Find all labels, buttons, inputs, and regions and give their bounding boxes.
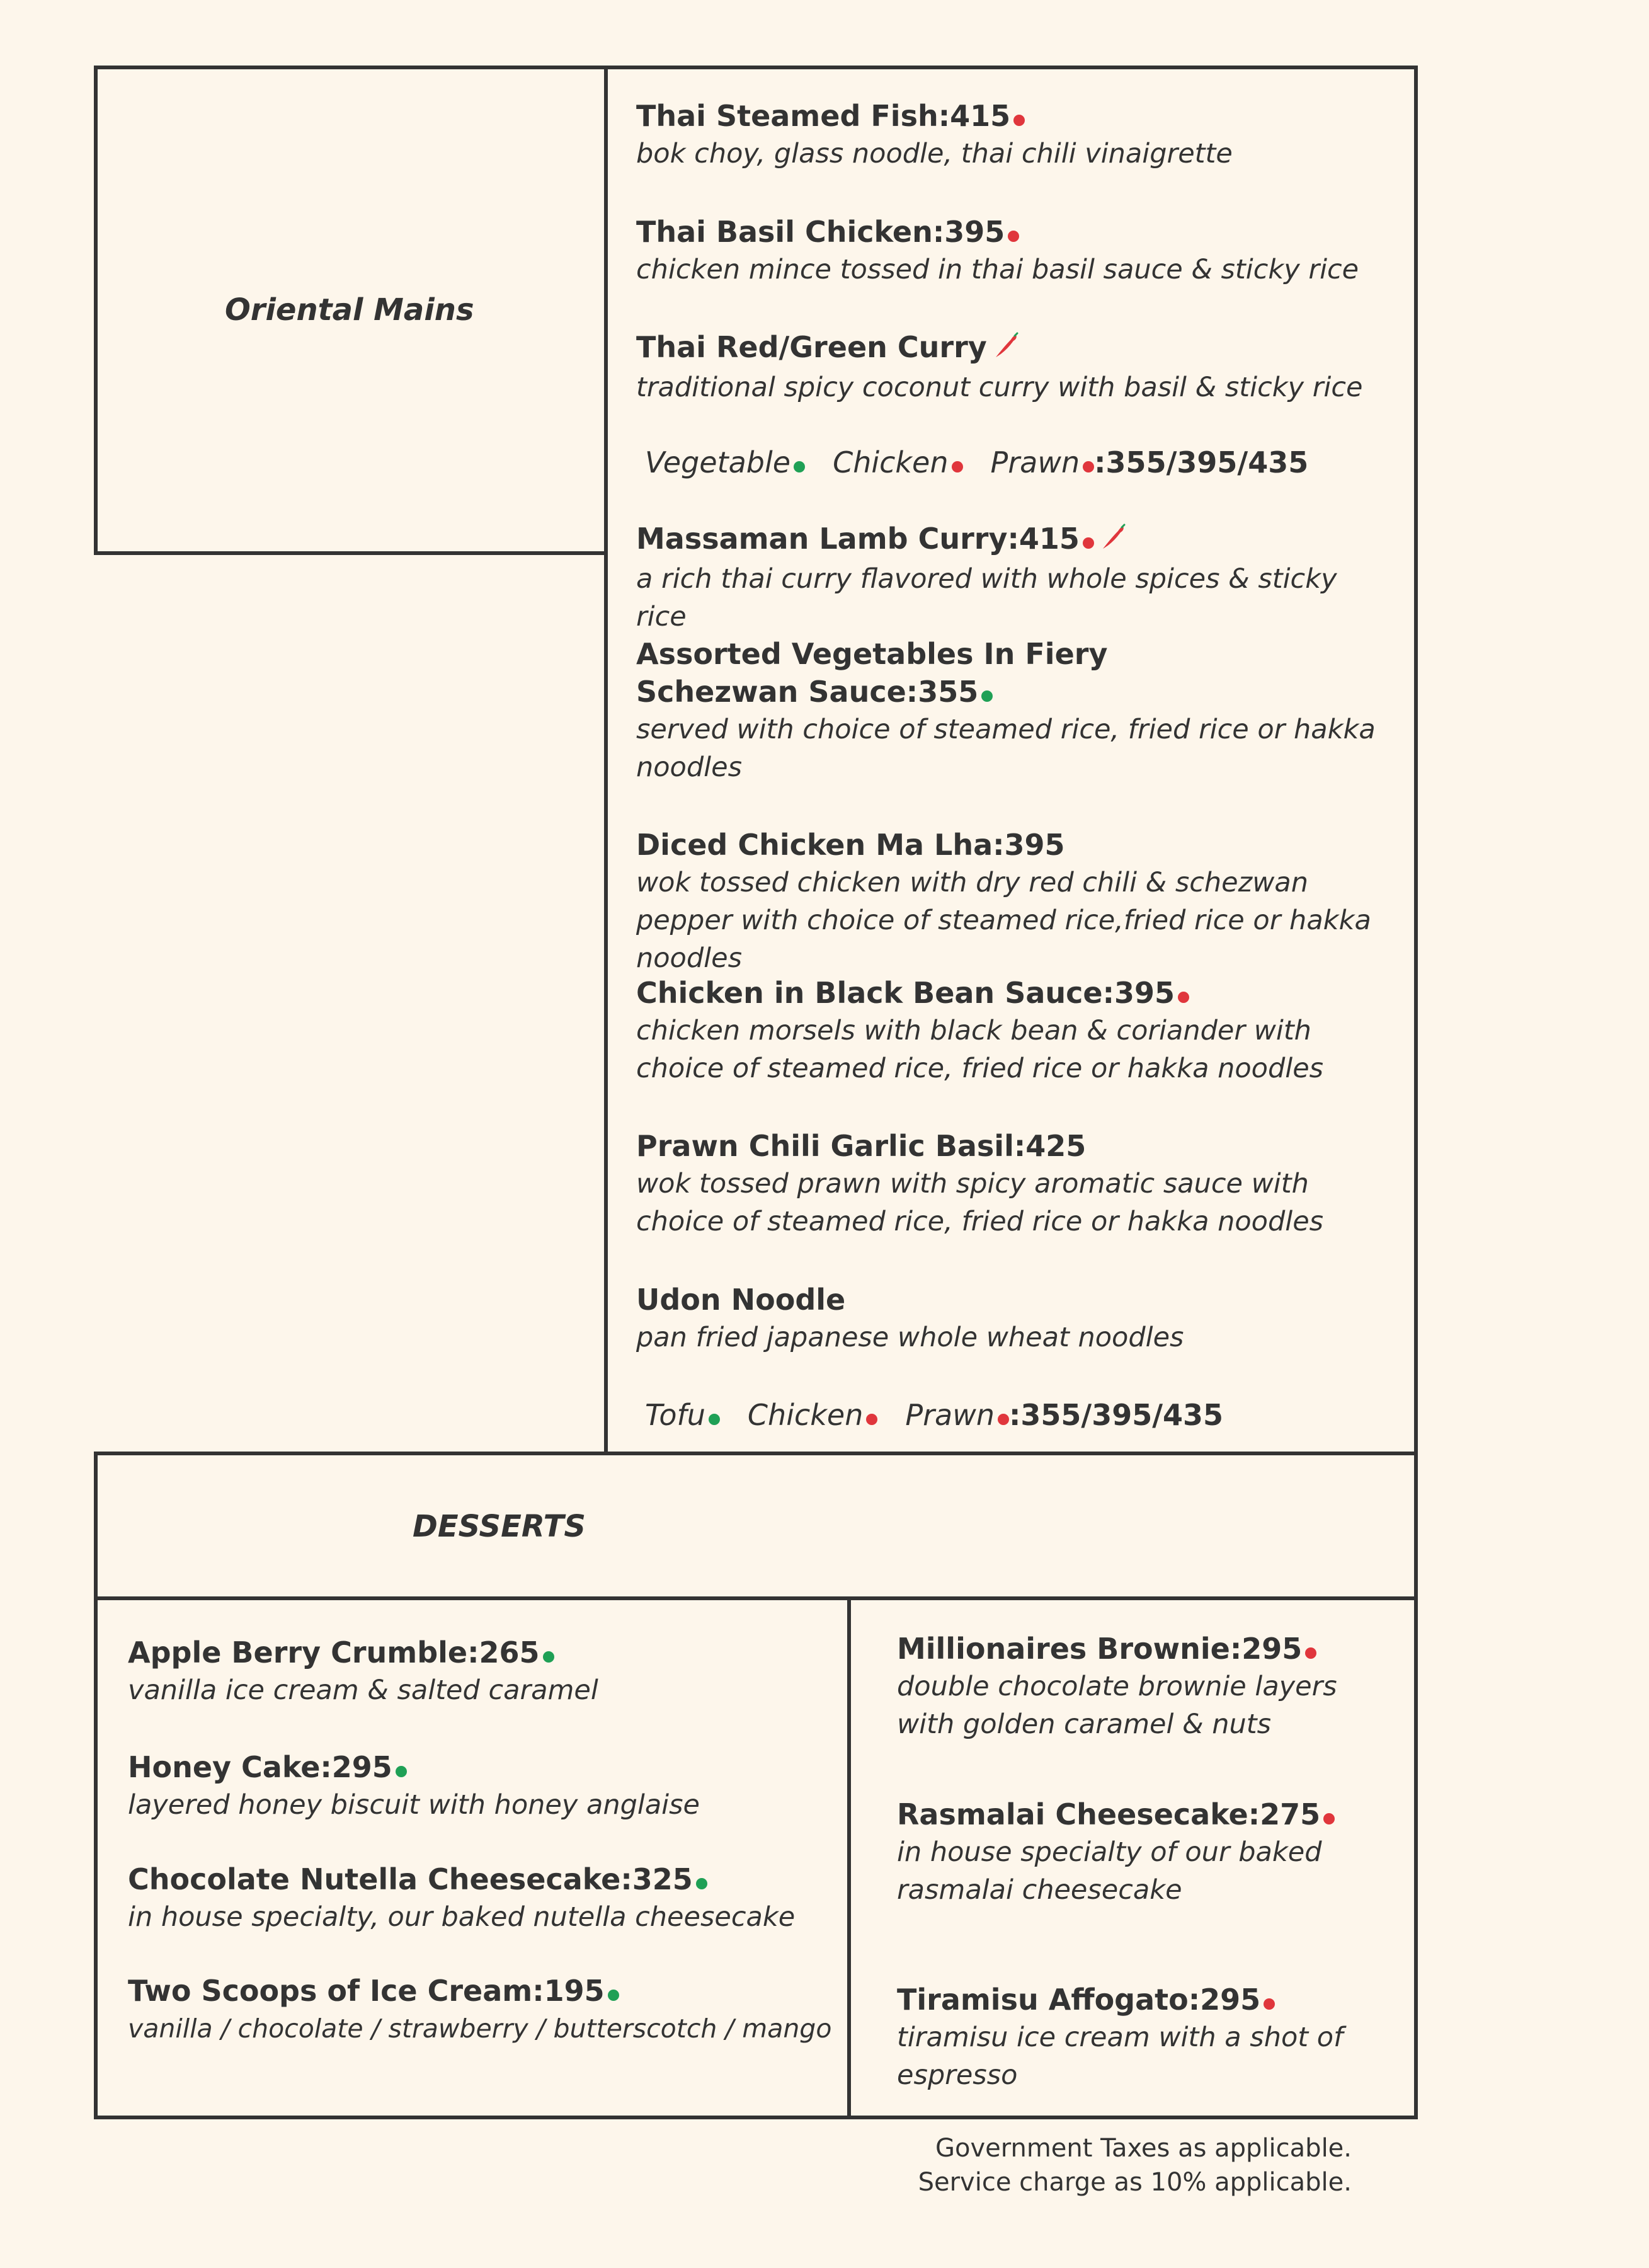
veg-dot-icon — [608, 1990, 619, 2001]
item-description: chicken mince tossed in thai basil sauce & sticky rice — [636, 254, 1359, 285]
variant-prices: :355/395/435 — [1009, 1398, 1224, 1432]
veg-dot-icon — [709, 1414, 720, 1425]
menu-item-diced-chicken-ma-lha — [636, 826, 1392, 977]
item-description: double chocolate brownie layers with golden caramel & nuts — [897, 1671, 1337, 1740]
item-name: Prawn Chili Garlic Basil:425 — [636, 1129, 1087, 1163]
non-veg-dot-icon — [1323, 1813, 1335, 1824]
dessert-tiramisu-affogato — [897, 1981, 1401, 2094]
item-name: Udon Noodle — [636, 1283, 846, 1317]
curry-variants-row — [636, 444, 1308, 481]
chili-icon — [1099, 522, 1127, 560]
menu-item-chicken-black-bean — [636, 974, 1392, 1087]
non-veg-dot-icon — [1264, 1998, 1275, 2010]
dessert-apple-berry-crumble — [128, 1634, 833, 1709]
variant-chicken: Chicken — [747, 1398, 864, 1432]
non-veg-dot-icon — [1083, 461, 1094, 472]
desserts-header-box — [94, 1452, 1418, 1600]
item-name: Two Scoops of Ice Cream:195 — [128, 1974, 605, 2008]
menu-item-prawn-chili-garlic-basil — [636, 1127, 1392, 1240]
item-description: pan fried japanese whole wheat noodles — [636, 1322, 1184, 1353]
veg-dot-icon — [696, 1878, 707, 1889]
udon-variants-row — [636, 1396, 1223, 1434]
variant-prices: :355/395/435 — [1094, 445, 1309, 479]
item-name: Chocolate Nutella Cheesecake:325 — [128, 1862, 693, 1896]
item-name-line1: Assorted Vegetables In Fiery — [636, 637, 1108, 671]
menu-item-udon-noodle — [636, 1281, 1392, 1356]
non-veg-dot-icon — [1305, 1647, 1316, 1659]
dessert-two-scoops-ice-cream — [128, 1972, 846, 2048]
item-name: Thai Red/Green Curry — [636, 330, 987, 364]
menu-item-thai-steamed-fish — [636, 97, 1392, 173]
non-veg-dot-icon — [1178, 992, 1189, 1003]
desserts-title: DESSERTS — [413, 1509, 586, 1544]
tax-footer — [918, 2131, 1352, 2199]
item-description: tiramisu ice cream with a shot of espresso — [897, 2022, 1344, 2091]
dessert-chocolate-nutella-cheesecake — [128, 1860, 833, 1936]
item-description: wok tossed prawn with spicy aromatic sauce with choice of steamed rice, fried rice or hakka noodles — [636, 1168, 1324, 1237]
item-name: Apple Berry Crumble:265 — [128, 1635, 540, 1670]
item-description: wok tossed chicken with dry red chili & schezwan pepper with choice of steamed rice,fried rice or hakka noodles — [636, 867, 1371, 974]
veg-dot-icon — [396, 1766, 407, 1777]
veg-dot-icon — [981, 690, 993, 702]
item-description: layered honey biscuit with honey anglaise — [128, 1789, 700, 1821]
item-description: a rich thai curry flavored with whole spices & sticky rice — [636, 563, 1337, 633]
dessert-millionaires-brownie — [897, 1630, 1401, 1743]
non-veg-dot-icon — [1008, 231, 1019, 242]
item-name: Diced Chicken Ma Lha:395 — [636, 828, 1065, 862]
non-veg-dot-icon — [866, 1414, 877, 1425]
item-name: Millionaires Brownie:295 — [897, 1632, 1303, 1666]
veg-dot-icon — [543, 1651, 554, 1663]
chili-icon — [992, 331, 1020, 369]
item-name: Rasmalai Cheesecake:275 — [897, 1797, 1321, 1831]
variant-chicken: Chicken — [833, 445, 949, 479]
item-name: Massaman Lamb Curry:415 — [636, 522, 1080, 556]
dessert-rasmalai-cheesecake — [897, 1796, 1401, 1909]
item-description: vanilla / chocolate / strawberry / butterscotch / mango — [128, 2013, 832, 2044]
item-description: in house specialty, our baked nutella cheesecake — [128, 1901, 796, 1933]
veg-dot-icon — [794, 461, 805, 472]
variant-tofu: Tofu — [645, 1398, 705, 1432]
item-name: Honey Cake:295 — [128, 1750, 392, 1784]
item-description: served with choice of steamed rice, fried rice or hakka noodles — [636, 714, 1376, 783]
menu-item-assorted-vegetables — [636, 635, 1392, 786]
footer-service-charge-line: Service charge as 10% applicable. — [918, 2168, 1352, 2197]
menu-item-massaman-lamb-curry — [636, 520, 1392, 636]
variant-prawn: Prawn — [990, 445, 1080, 479]
variant-vegetable: Vegetable — [645, 445, 791, 479]
item-name: Chicken in Black Bean Sauce:395 — [636, 976, 1175, 1010]
variant-prawn: Prawn — [905, 1398, 995, 1432]
item-description: chicken morsels with black bean & coriander with choice of steamed rice, fried rice or hakka noodles — [636, 1015, 1324, 1084]
oriental-mains-title: Oriental Mains — [225, 292, 474, 328]
menu-item-thai-basil-chicken — [636, 213, 1392, 289]
item-description: traditional spicy coconut curry with basil & sticky rice — [636, 371, 1363, 403]
item-description: bok choy, glass noodle, thai chili vinaigrette — [636, 138, 1233, 169]
item-name: Thai Basil Chicken:395 — [636, 215, 1005, 249]
menu-item-thai-red-green-curry — [636, 328, 1392, 406]
non-veg-dot-icon — [952, 461, 963, 472]
non-veg-dot-icon — [998, 1414, 1009, 1425]
item-name: Thai Steamed Fish:415 — [636, 99, 1011, 133]
item-name-line2: Schezwan Sauce:355 — [636, 675, 979, 709]
item-name: Tiramisu Affogato:295 — [897, 1983, 1261, 2017]
non-veg-dot-icon — [1013, 115, 1025, 126]
non-veg-dot-icon — [1083, 537, 1094, 549]
item-description: in house specialty of our baked rasmalai cheesecake — [897, 1836, 1322, 1906]
dessert-honey-cake — [128, 1748, 833, 1824]
footer-taxes-line: Government Taxes as applicable. — [935, 2134, 1352, 2163]
item-description: vanilla ice cream & salted caramel — [128, 1675, 598, 1706]
